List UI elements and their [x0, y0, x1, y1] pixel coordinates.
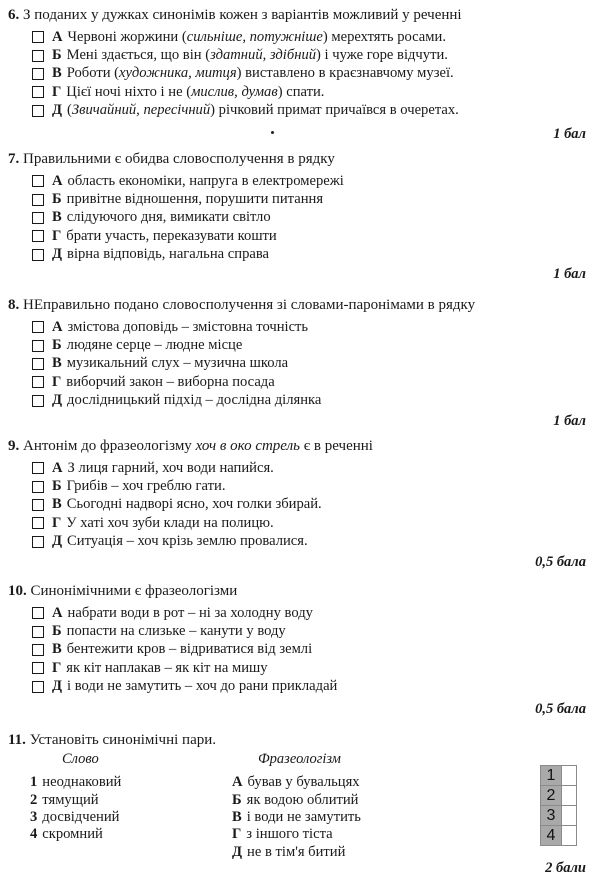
question-7-score: 1 бал [553, 266, 586, 282]
answer-option-v[interactable] [32, 355, 586, 373]
option-letter: В [52, 496, 62, 513]
checkbox[interactable] [32, 212, 44, 224]
word-number: 2 [30, 792, 38, 808]
checkbox[interactable] [32, 50, 44, 62]
answer-option-d[interactable] [32, 392, 586, 410]
option-text: привітне відношення, порушити питання [66, 191, 324, 208]
option-letter: Б [52, 623, 62, 640]
question-text: Синонімічними є фразеологізми [30, 583, 238, 599]
answer-grid-row [541, 826, 577, 846]
checkbox[interactable] [32, 607, 44, 619]
option-text: Сьогодні надворі ясно, хоч голки збирай. [66, 496, 322, 513]
phrase-text: з іншого тіста [246, 826, 333, 842]
answer-option-v[interactable] [32, 496, 586, 514]
word-number: 4 [30, 826, 38, 842]
question-number: 9. [8, 438, 20, 454]
phrase-item [232, 826, 333, 843]
word-number: 1 [30, 774, 38, 790]
checkbox[interactable] [32, 681, 44, 693]
checkbox[interactable] [32, 31, 44, 43]
word-text: неоднаковий [42, 774, 122, 790]
question-6-score: 1 бал [553, 126, 586, 142]
option-letter: Б [52, 337, 62, 354]
option-letter: Б [52, 478, 62, 495]
option-text: брати участь, переказувати кошти [66, 227, 277, 244]
option-text: Грибів – хоч греблю гати. [66, 478, 226, 495]
word-item [30, 826, 103, 843]
grid-row-number: 4 [541, 826, 562, 846]
option-text: вірна відповідь, нагальна справа [67, 246, 270, 263]
option-letter: А [52, 172, 63, 189]
answer-option-a[interactable] [32, 604, 586, 622]
option-letter: Б [52, 191, 62, 208]
option-text: виборчий закон – виборна посада [66, 373, 275, 390]
option-letter: Б [52, 47, 62, 64]
word-number: 3 [30, 809, 38, 825]
answer-option-a[interactable] [32, 318, 586, 336]
checkbox[interactable] [32, 499, 44, 511]
option-letter: А [52, 28, 63, 45]
option-text: слідуючого дня, вимикати світло [66, 209, 271, 226]
question-9-score: 0,5 бала [535, 554, 586, 570]
question-text-end: є в реченні [303, 438, 373, 454]
word-text: скромний [42, 826, 103, 842]
phrase-letter: Д [232, 844, 243, 860]
option-text: людяне серце – людне місце [66, 337, 243, 354]
question-11 [8, 731, 586, 749]
answer-option-h[interactable] [32, 227, 586, 245]
checkbox[interactable] [32, 175, 44, 187]
question-number: 7. [8, 151, 20, 167]
checkbox[interactable] [32, 462, 44, 474]
question-11-score: 2 бали [545, 860, 586, 876]
option-text: змістова доповідь – змістовна точність [67, 318, 309, 335]
option-letter: А [52, 604, 63, 621]
question-6 [8, 6, 586, 120]
answer-option-h[interactable] [32, 83, 586, 101]
checkbox[interactable] [32, 230, 44, 242]
option-text: як кіт наплакав – як кіт на мишу [66, 659, 268, 676]
answer-option-v[interactable] [32, 209, 586, 227]
word-item [30, 792, 99, 809]
option-text: дослідницький підхід – дослідна ділянка [67, 392, 322, 409]
phrase-item [232, 774, 360, 791]
stray-dot [271, 131, 274, 134]
option-letter: В [52, 65, 62, 82]
phrase-item [232, 844, 345, 861]
question-11-header [8, 731, 586, 749]
question-text: З поданих у дужках синонімів кожен з варіантів можливий у реченні [23, 7, 462, 23]
checkbox[interactable] [32, 321, 44, 333]
checkbox[interactable] [32, 194, 44, 206]
option-text: З лиця гарний, хоч води напийся. [67, 459, 274, 476]
question-phraseologism: хоч в око стрель [195, 438, 300, 454]
answer-option-d[interactable] [32, 102, 586, 120]
checkbox[interactable] [32, 536, 44, 548]
option-text: (Звичайний, пересічний) річковий примат причаївся в очеретах. [67, 102, 459, 119]
answer-option-d[interactable] [32, 678, 586, 696]
checkbox[interactable] [32, 105, 44, 117]
option-letter: Д [52, 533, 63, 550]
grid-row-number: 1 [541, 766, 562, 786]
phrase-text: не в тім'я битий [247, 844, 346, 860]
question-number: 11. [8, 732, 26, 748]
option-text: У хаті хоч зуби клади на полицю. [66, 514, 274, 531]
option-text: Роботи (художника, митця) виставлено в краєзнавчому музеї. [66, 65, 454, 82]
question-10-score: 0,5 бала [535, 701, 586, 717]
option-text: попасти на слизьке – канути у воду [66, 623, 286, 640]
option-letter: В [52, 355, 62, 372]
checkbox[interactable] [32, 662, 44, 674]
phrase-letter: А [232, 774, 243, 790]
phrase-item [232, 792, 359, 809]
grid-row-number: 3 [541, 806, 562, 826]
checkbox[interactable] [32, 249, 44, 261]
answer-option-b[interactable] [32, 477, 586, 495]
answer-option-d[interactable] [32, 246, 586, 264]
option-letter: Д [52, 678, 63, 695]
grid-row-number: 2 [541, 786, 562, 806]
word-text: досвідчений [42, 809, 120, 825]
answer-grid-row [541, 786, 577, 806]
option-letter: Д [52, 246, 63, 263]
question-text-start: Антонім до фразеологізму [23, 438, 192, 454]
question-number: 6. [8, 7, 20, 23]
option-letter: В [52, 641, 62, 658]
answer-option-a[interactable] [32, 28, 586, 46]
option-text: музикальний слух – музична школа [66, 355, 289, 372]
phrase-letter: В [232, 809, 242, 825]
answer-option-b[interactable] [32, 46, 586, 64]
grid-answer-cell[interactable] [562, 766, 577, 786]
question-number: 8. [8, 297, 20, 313]
column-header-word: Слово [62, 751, 99, 767]
option-letter: Д [52, 102, 63, 119]
question-number: 10. [8, 583, 27, 599]
option-letter: В [52, 209, 62, 226]
option-text: і води не замутить – хоч до рани прикладай [67, 678, 338, 695]
question-10-header [8, 582, 586, 600]
question-9-header [8, 437, 586, 455]
answer-option-b[interactable] [32, 336, 586, 354]
answer-option-a[interactable] [32, 172, 586, 190]
phrase-item [232, 809, 361, 826]
phrase-text: і води не замутить [246, 809, 361, 825]
option-letter: А [52, 459, 63, 476]
option-text: бентежити кров – відриватися від землі [66, 641, 313, 658]
checkbox[interactable] [32, 376, 44, 388]
question-8 [8, 296, 586, 410]
answer-option-h[interactable] [32, 659, 586, 677]
phrase-letter: Б [232, 792, 242, 808]
checkbox[interactable] [32, 86, 44, 98]
checkbox[interactable] [32, 517, 44, 529]
question-text: Правильними є обидва словосполучення в рядку [23, 151, 335, 167]
checkbox[interactable] [32, 626, 44, 638]
word-item [30, 809, 119, 826]
checkbox[interactable] [32, 68, 44, 80]
checkbox[interactable] [32, 644, 44, 656]
answer-grid-row [541, 766, 577, 786]
option-text: Цієї ночі ніхто і не (мислив, думав) спати. [66, 83, 325, 100]
question-8-score: 1 бал [553, 413, 586, 429]
option-letter: А [52, 318, 63, 335]
answer-option-d[interactable] [32, 533, 586, 551]
option-text: набрати води в рот – ні за холодну воду [67, 604, 313, 621]
option-letter: Г [52, 83, 62, 100]
grid-answer-cell[interactable] [562, 826, 577, 846]
option-text: область економіки, напруга в електромережі [67, 172, 344, 189]
option-letter: Г [52, 227, 62, 244]
checkbox[interactable] [32, 395, 44, 407]
question-9 [8, 437, 586, 551]
answer-option-b[interactable] [32, 622, 586, 640]
answer-option-h[interactable] [32, 373, 586, 391]
option-letter: Г [52, 373, 62, 390]
phrase-text: бував у бувальцях [247, 774, 360, 790]
checkbox[interactable] [32, 481, 44, 493]
question-6-header [8, 6, 586, 24]
question-text: Установіть синонімічні пари. [29, 732, 217, 748]
option-text: Червоні жоржини (сильніше, потужніше) мерехтять росами. [67, 28, 446, 45]
answer-option-b[interactable] [32, 190, 586, 208]
option-letter: Г [52, 514, 62, 531]
question-7 [8, 150, 586, 264]
answer-option-a[interactable] [32, 459, 586, 477]
phrase-letter: Г [232, 826, 242, 842]
option-letter: Д [52, 392, 63, 409]
answer-grid-row [541, 806, 577, 826]
answer-grid [540, 765, 577, 846]
phrase-text: як водою облитий [246, 792, 359, 808]
checkbox[interactable] [32, 358, 44, 370]
answer-option-v[interactable] [32, 65, 586, 83]
checkbox[interactable] [32, 340, 44, 352]
grid-answer-cell[interactable] [562, 786, 577, 806]
question-10 [8, 582, 586, 696]
option-text: Мені здається, що він (здатний, здібний) і чуже горе відчути. [66, 47, 448, 64]
option-letter: Г [52, 659, 62, 676]
answer-option-v[interactable] [32, 641, 586, 659]
question-7-header [8, 150, 586, 168]
question-8-header [8, 296, 586, 314]
option-text: Ситуація – хоч крізь землю провалися. [67, 533, 308, 550]
grid-answer-cell[interactable] [562, 806, 577, 826]
question-text: НЕправильно подано словосполучення зі словами-паронімами в рядку [23, 297, 476, 313]
answer-option-h[interactable] [32, 514, 586, 532]
word-text: тямущий [42, 792, 99, 808]
word-item [30, 774, 121, 791]
column-header-phraseologism: Фразеологізм [258, 751, 341, 767]
